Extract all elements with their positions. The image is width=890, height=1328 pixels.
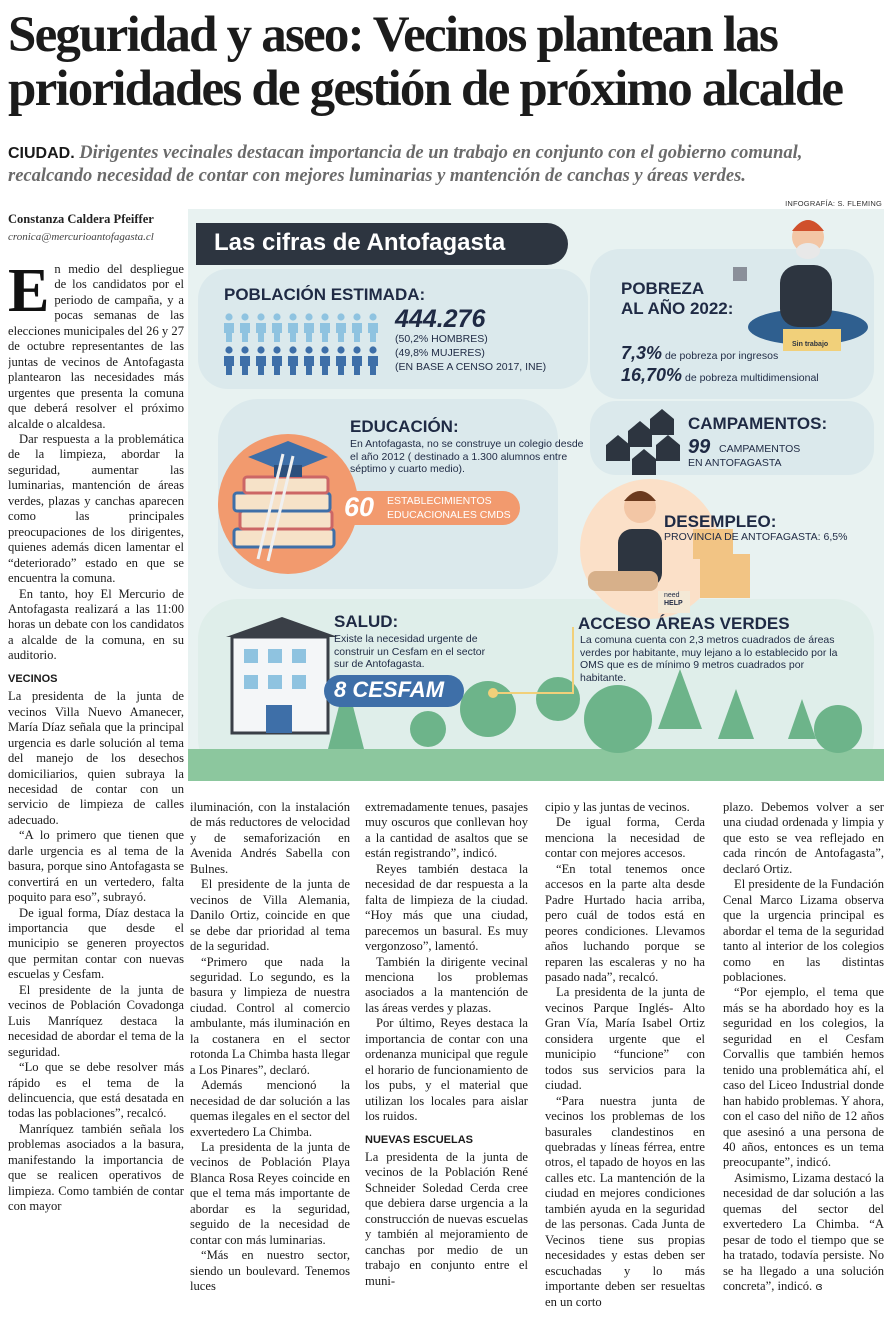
subheading: NUEVAS ESCUELAS (365, 1133, 473, 1146)
paragraph: De igual forma, Díaz destaca la importancia que desde el municipio se generen proyectos que permitan contar con nuevas escuelas y Cesfam. (8, 905, 184, 982)
paragraph: iluminación, con la instalación de más reductores de velocidad y de semaforización en Avenida Andrés Sabella con Bulnes. (190, 800, 350, 876)
paragraph: Dar respuesta a la problemática de la limpieza, abordar la seguridad, aumentar las luminarias, mantención de áreas verdes, plazas y canchas aparecen como las principales preocupaciones de los dirigentes, quienes además dicen lamentar el “deteriorado” estado en que se encuentra la comuna. (8, 431, 184, 586)
paragraph: En tanto, hoy El Mercurio de Antofagasta realizará a las 11:00 horas un debate con los candidatos a alcalde de la comuna, en su auditorio. (8, 586, 184, 663)
camps-text-2: EN ANTOFAGASTA (688, 457, 782, 469)
author-email: cronica@mercurioantofagasta.cl (8, 231, 154, 243)
person-icon-light (224, 313, 234, 342)
end-mark: ɞ (815, 1280, 823, 1294)
poverty-income-value: 7,3% (621, 343, 663, 363)
health-text: Existe la necesidad urgente de construir un Cesfam en el sector sur de Antofagasta. (334, 633, 486, 670)
person-icon-light (304, 313, 314, 342)
paragraph: “Primero que nada la seguridad. Lo segundo, es la basura y limpieza de nuestra ciudad. Control al comercio ambulante, más iluminación en la costanera en el sector rotonda La Chimba hasta llegar a Los Pinares”, declaró. (190, 954, 350, 1077)
education-value-label-2: EDUCACIONALES CMDS (387, 509, 511, 521)
person-icon-light (272, 313, 282, 342)
paragraph: También la dirigente vecinal menciona los problemas asociados a la mantención de las áreas verdes y plazas. (365, 954, 528, 1015)
camps-text: CAMPAMENTOS (719, 443, 801, 455)
column-3 (365, 800, 528, 1316)
person-icon-dark (288, 346, 298, 375)
paragraph: “Por ejemplo, el tema que más se ha abordado hoy es la seguridad en los colegios, la seguridad en el Cesfam Corvallis que también hemos tenido una problemática ahí, el caso del Liceo Industrial donde han habido problemas. Y ahora, con el caso del niño de 12 años que asesinó a una persona de 40 años, entonces es un tema preocupante”, indicó. (723, 985, 884, 1170)
paragraph: La presidenta de la junta de vecinos de Población Playa Blanca Rosa Reyes coincide en que el tema más importante de abordar es la seguridad, seguido de la necesidad de contar con más luminarias. (190, 1139, 350, 1247)
person-icon-dark (304, 346, 314, 375)
paragraph: El presidente de la junta de vecinos de Población Covadonga Luis Manríquez destaca la necesidad de abordar el tema de la seguridad. (8, 982, 184, 1059)
paragraph: “Lo que se debe resolver más rápido es el tema de la delincuencia, que está desatada en todas las poblaciones”, recalcó. (8, 1060, 184, 1121)
person-icon-light (352, 313, 362, 342)
population-men: (50,2% HOMBRES) (395, 333, 488, 345)
paragraph: Además mencionó la necesidad de dar solución a las quemas ilegales en el sector del exvertedero La Chimba. (190, 1078, 350, 1139)
education-value-label: ESTABLECIMIENTOS (387, 495, 492, 507)
unemployment-label: DESEMPLEO: (664, 512, 777, 531)
drop-cap: E (8, 262, 50, 325)
poverty-label: POBREZA (621, 279, 705, 298)
poverty-sign: Sin trabajo (792, 341, 829, 348)
population-figures (222, 313, 382, 377)
column-2 (190, 800, 350, 1316)
person-icon-light (368, 313, 378, 342)
education-value: 60 (344, 492, 375, 522)
paragraph: El presidente de la junta de vecinos de Villa Alemania, Danilo Ortiz, coincide en que se debe dar prioridad al tema de la seguridad. (190, 877, 350, 954)
paragraph-text: Asimismo, Lizama destacó la necesidad de dar solución a las quemas del sector del exvertedero La Chimba. “A pesar de todo el tiempo que se ha tratado, todavía persiste. No se ha llegado a una solución concreta”, indicó. (723, 1170, 884, 1294)
poverty-label-2: AL AÑO 2022: (621, 299, 734, 318)
education-text: En Antofagasta, no se construye un colegio desde el año 2012 ( destinado a 1.300 alumnos entre séptimo y cuarto medio). (350, 438, 584, 475)
paragraph: De igual forma, Cerda menciona la necesidad de contar con mejores accesos. (545, 815, 705, 861)
unemployment-sign-2: HELP (664, 600, 683, 607)
person-icon-light (336, 313, 346, 342)
health-label: SALUD: (334, 612, 399, 631)
paragraph: n medio del despliegue de los candidatos por el periodo de campaña, y a pocas semanas de las elecciones municipales del 26 y 27 de octubre representantes de las juntas de vecinos de Antofagasta plantearon las necesidades más urgentes que presenta la comuna que deberá resolver el próximo alcalde o alcaldesa. (8, 262, 184, 431)
paragraph: El presidente de la Fundación Cenal Marco Lizama observa que la urgencia principal es abordar el tema de la seguridad tanto al interior de los colegios como en las distintas poblaciones. (723, 877, 884, 984)
paragraph: La presidenta de la junta de vecinos de la Población René Schneider Soledad Cerda cree que debiera darse urgencia a la construcción de nuevas escuelas y también al mejoramiento de canchas por medio de un trabajo en conjunto entre el muni- (365, 1149, 528, 1288)
population-source: (EN BASE A CENSO 2017, INE) (395, 361, 547, 373)
person-icon-light (240, 313, 250, 342)
infographic-credit: INFOGRAFÍA: S. FLEMING (785, 199, 882, 208)
paragraph: “A lo primero que tienen que darle urgencia es al tema de la basura, porque sino Antofagasta se convertirá en un vertedero, falta poquito para eso”, subrayó. (8, 828, 184, 905)
population-value: 444.276 (395, 305, 486, 333)
person-icon-dark (320, 346, 330, 375)
deck (8, 142, 884, 188)
camps-value: 99 (688, 436, 711, 458)
camps-label: CAMPAMENTOS: (688, 414, 828, 433)
education-label: EDUCACIÓN: (350, 417, 459, 436)
author-name: Constanza Caldera Pfeiffer (8, 212, 154, 226)
deck-text: Dirigentes vecinales destacan importancia de un trabajo en conjunto con el gobierno comunal, recalcando necesidad de contar con mejores luminarias y mantención de canchas y áreas verdes. (8, 143, 803, 186)
paragraph: cipio y las juntas de vecinos. (545, 800, 690, 814)
health-value: 8 CESFAM (334, 677, 445, 702)
paragraph: La presidenta de la junta de vecinos Villa Nuevo Amanecer, María Díaz señala que la principal urgencia es darle solución al tema del manejo de los desechos domiciliarios, quien subraya la necesidad de contar con un servicio de limpieza de calles adecuado. (8, 689, 184, 827)
paragraph: Manríquez también señala los problemas asociados a la basura, manifestando la importancia de que se realicen operativos de limpieza. Como también de contar con mayor (8, 1121, 184, 1214)
paragraph: Reyes también destaca la necesidad de dar respuesta a la falta de limpieza de la ciudad. “Hoy más que una ciudad, parecemos un basural. Es muy vergonzoso”, lamentó. (365, 861, 528, 954)
unemployment-sign: need (664, 592, 680, 599)
paragraph: Por último, Reyes destaca la importancia de contar con una ordenanza municipal que regule el horario de funcionamiento de los pubs, y el material que utilizan los locales para aislar los ruidos. (365, 1016, 528, 1124)
green-areas-label: ACCESO ÁREAS VERDES (578, 614, 790, 633)
paragraph: La presidenta de la junta de vecinos Parque Inglés- Alto Gran Vía, María Isabel Ortiz considera urgente que el municipio “funcione” con todos sus servicios para la ciudad. (545, 985, 705, 1093)
person-icon-dark (336, 346, 346, 375)
infographic-title: Las cifras de Antofagasta (214, 229, 506, 256)
person-icon-light (320, 313, 330, 342)
paragraph: plazo. Debemos volver a ser una ciudad ordenada y limpia y que esto se vea reflejado en cada rincón de Antofagasta”, declaró Ortiz. (723, 800, 884, 876)
paragraph (723, 1171, 884, 1295)
paragraph: “En total tenemos once accesos en la parte alta desde Padre Hurtado hacia arriba, pero cuál de todos está en peores condiciones. Llevamos años luchando porque se reparen las escaleras y no ha pasado nada”, recalcó. (545, 861, 705, 984)
column-4 (545, 800, 705, 1316)
paragraph: “Para nuestra junta de vecinos los problemas de los basurales clandestinos en quebradas y líneas férrea, entre otros, el tapado de hoyos en las calles etc. La mantención de la ciudad en mejores condiciones también ayuda en la seguridad de las personas. Cada Junta de Vecinos tiene sus propias necesidades y estas deben ser escuchadas y lo más importante deben ser resueltas en un corto (545, 1093, 705, 1309)
poverty-multidim (621, 365, 819, 386)
cesfam-building-illustration (226, 617, 338, 733)
column-5 (723, 800, 884, 1316)
infographic (188, 209, 884, 781)
poverty-multidim-label: de pobreza multidimensional (684, 372, 819, 384)
unemployment-text: PROVINCIA DE ANTOFAGASTA: 6,5% (664, 531, 848, 543)
person-icon-dark (368, 346, 378, 375)
person-icon-dark (224, 346, 234, 375)
paragraph: “Más en nuestro sector, siendo un boulevard. Tenemos luces (190, 1248, 350, 1294)
paragraph: extremadamente tenues, pasajes muy oscuros que conllevan hoy a la cantidad de asaltos que se están registrando”, indicó. (365, 800, 528, 861)
column-1 (8, 262, 184, 1316)
poverty-income-label: de pobreza por ingresos (664, 350, 779, 362)
infographic-title-bar (196, 223, 568, 265)
green-areas-text: La comuna cuenta con 2,3 metros cuadrados de áreas verdes por habitante, muy lejano a lo establecido por la OMS que es de mínimo 9 metros cuadrados por habitante. (580, 634, 838, 684)
person-icon-light (288, 313, 298, 342)
section-kicker: CIUDAD. (8, 145, 75, 162)
headline: Seguridad y aseo: Vecinos plantean las prioridades de gestión de próximo alcalde (8, 7, 843, 117)
person-icon-dark (256, 346, 266, 375)
person-icon-light (256, 313, 266, 342)
poverty-multidim-value: 16,70% (621, 365, 683, 385)
person-icon-dark (240, 346, 250, 375)
population-women: (49,8% MUJERES) (395, 347, 485, 359)
poverty-income (621, 343, 778, 364)
connector-dot (488, 688, 498, 698)
person-icon-dark (272, 346, 282, 375)
population-label: POBLACIÓN ESTIMADA: (224, 285, 426, 304)
person-icon-dark (352, 346, 362, 375)
byline (8, 212, 184, 243)
subheading: VECINOS (8, 672, 58, 685)
